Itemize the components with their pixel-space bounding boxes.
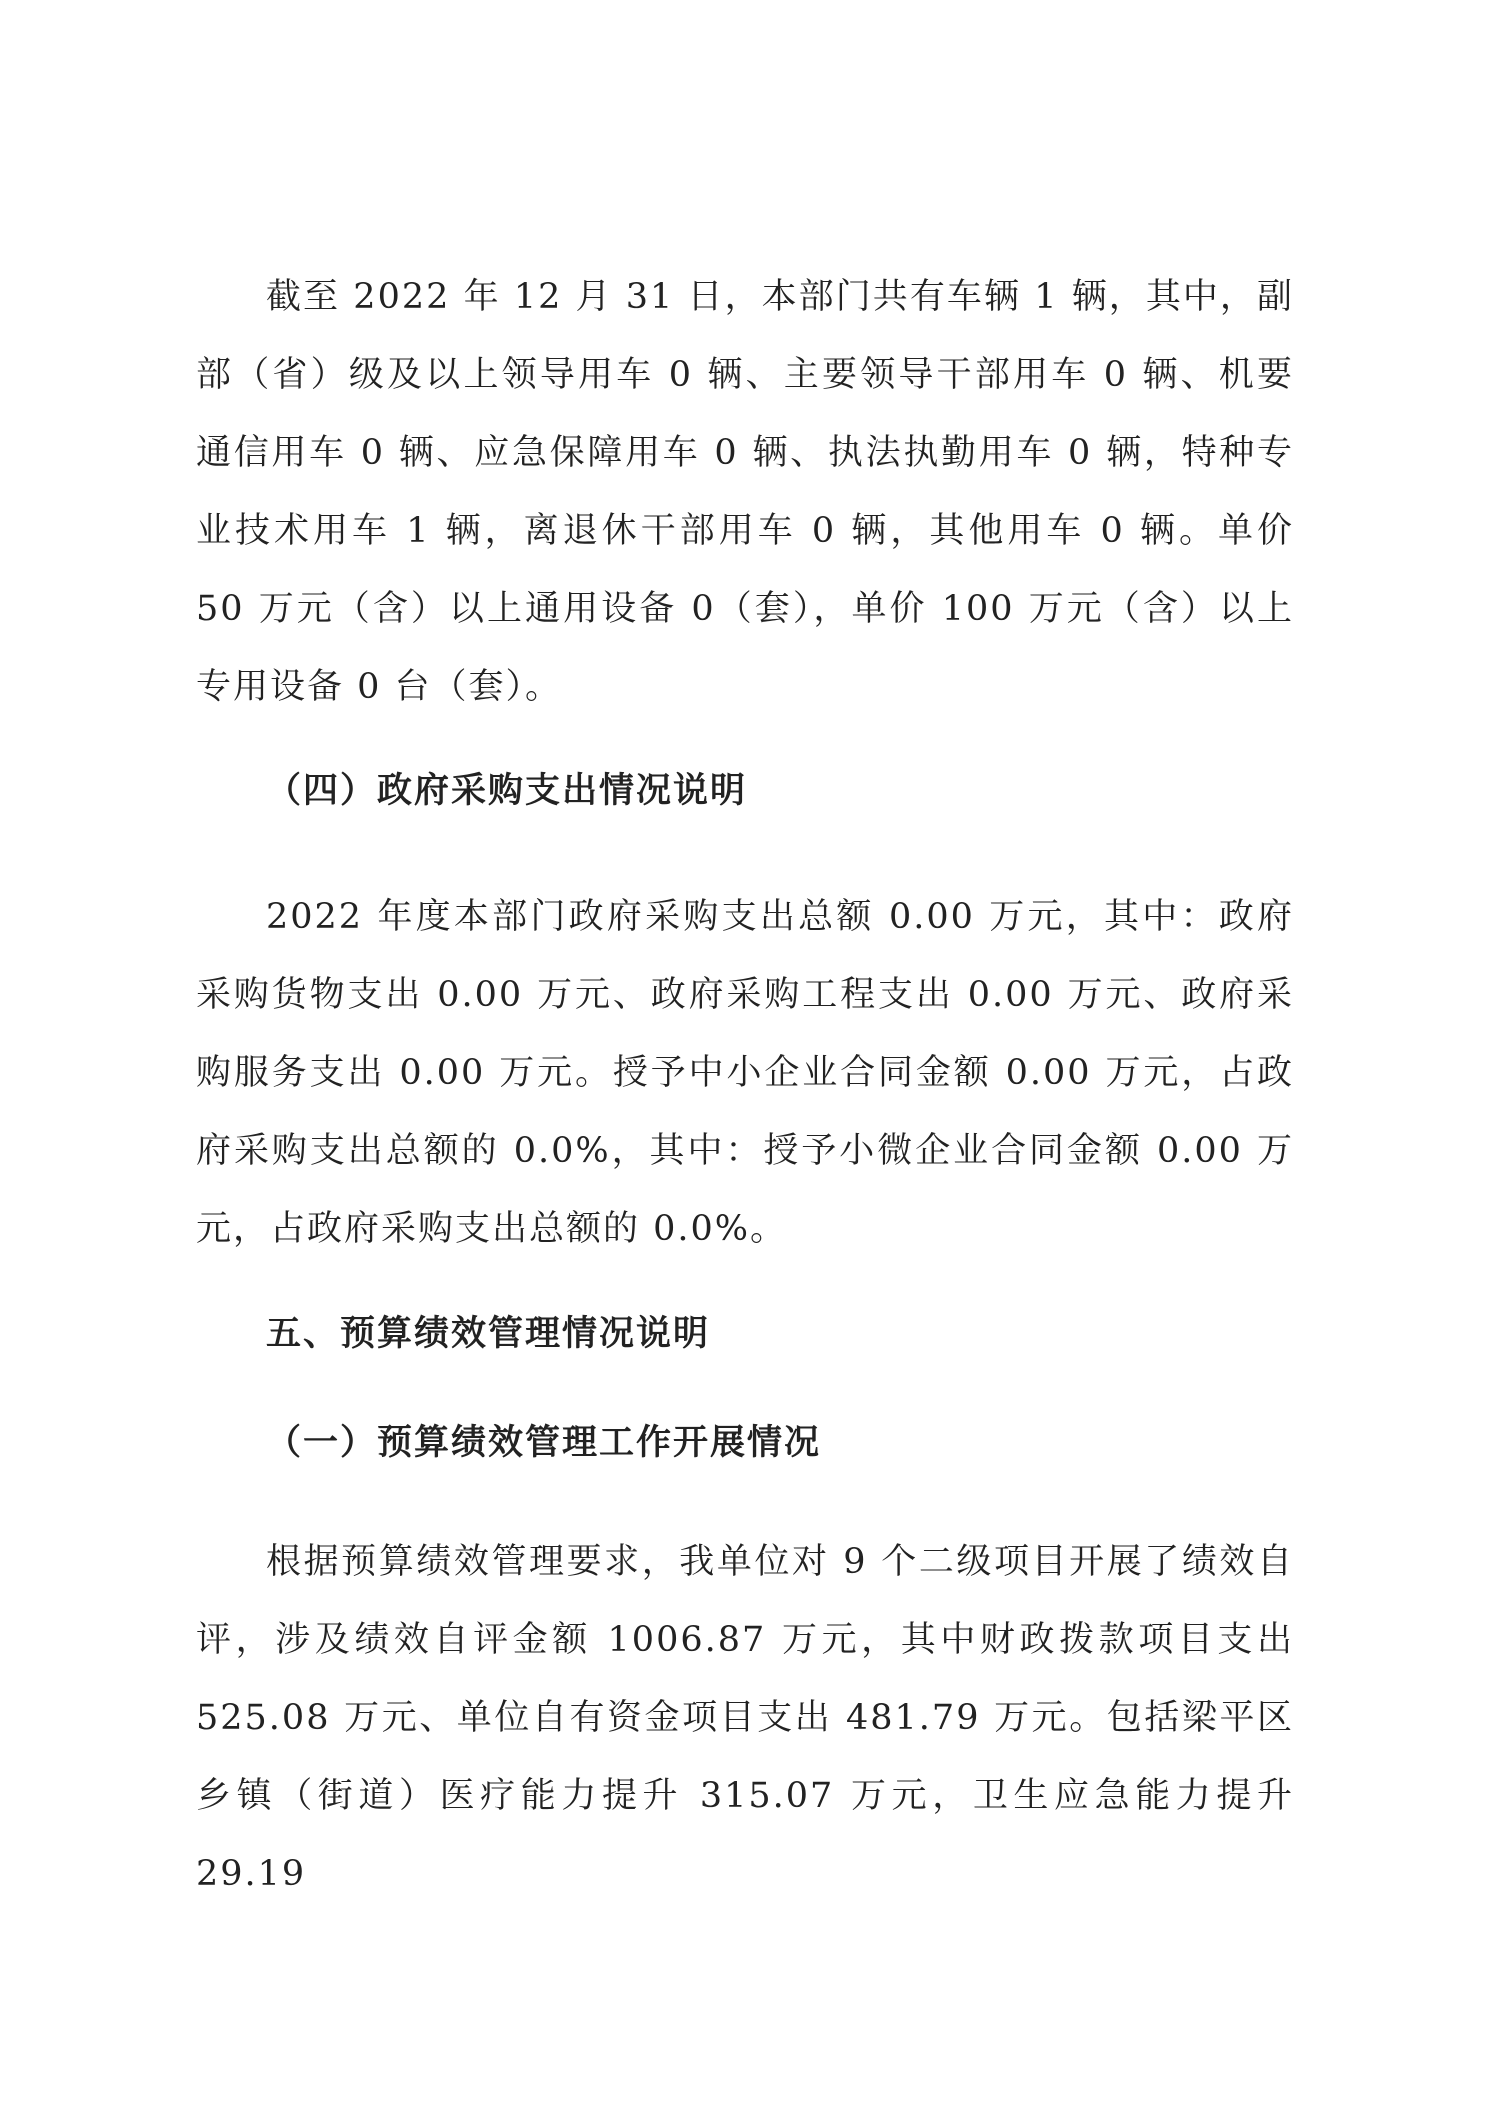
procurement-paragraph: 2022 年度本部门政府采购支出总额 0.00 万元，其中：政府采购货物支出 0.00 万元、政府采购工程支出 0.00 万元、政府采购服务支出 0.00 万元。授予中小企业合同金额 0.00 万元，占政府采购支出总额的 0.0%，其中：授予小微企业合同金额 0.00 万元，占政府采购支出总额的 0.0%。	[196, 897, 1294, 1249]
procurement-heading: （四）政府采购支出情况说明	[266, 770, 748, 811]
performance-paragraph: 根据预算绩效管理要求，我单位对 9 个二级项目开展了绩效自评，涉及绩效自评金额 1006.87 万元，其中财政拨款项目支出 525.08 万元、单位自有资金项目支出 481.79 万元。包括梁平区乡镇（街道）医疗能力提升 315.07 万元，卫生应急能力提升 29.19	[196, 1542, 1294, 1894]
vehicles-paragraph: 截至 2022 年 12 月 31 日，本部门共有车辆 1 辆，其中，副部（省）级及以上领导用车 0 辆、主要领导干部用车 0 辆、机要通信用车 0 辆、应急保障用车 0 辆、执法执勤用车 0 辆，特种专业技术用车 1 辆，离退休干部用车 0 辆，其他用车 0 辆。单价 50 万元（含）以上通用设备 0（套），单价 100 万元（含）以上专用设备 0 台（套）。	[196, 277, 1294, 707]
performance-work-heading: （一）预算绩效管理工作开展情况	[266, 1422, 822, 1463]
section5-heading: 五、预算绩效管理情况说明	[266, 1313, 711, 1354]
